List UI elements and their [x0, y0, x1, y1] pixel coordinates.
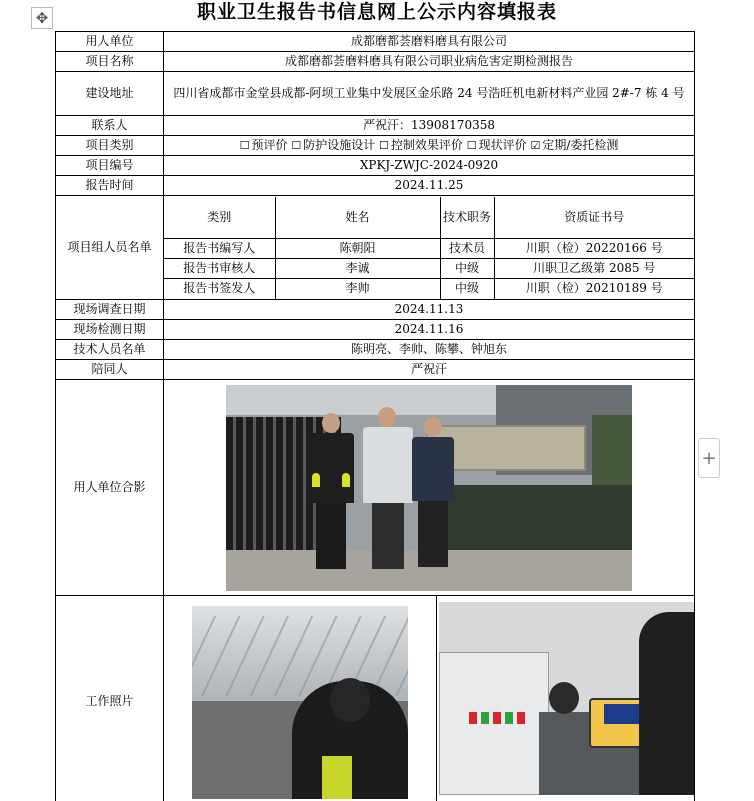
add-column-icon[interactable]: + [698, 438, 720, 478]
value-project-name: 成都磨都荟磨料磨具有限公司职业病危害定期检测报告 [164, 52, 695, 72]
row-team [56, 196, 695, 300]
member-role: 报告书审核人 [164, 259, 275, 279]
row-employer [56, 32, 695, 52]
row-address [56, 72, 695, 116]
checkbox-control-effect[interactable]: ☐ 控制效果评价 [379, 138, 463, 152]
label-address: 建设地址 [56, 72, 164, 116]
team-header-role: 类别 [164, 197, 275, 239]
label-project-no: 项目编号 [56, 156, 164, 176]
value-address: 四川省成都市金堂县成都-阿坝工业集中发展区金乐路 24 号浩旺机电新材料产业园 2#-7 栋 4 号 [164, 72, 695, 116]
label-group-photo: 用人单位合影 [56, 380, 164, 596]
work-photo-measurement [439, 602, 694, 795]
table-row [164, 259, 694, 279]
checkbox-status-evaluation[interactable]: ☐ 现状评价 [466, 138, 527, 152]
work-photo-cell-2 [436, 596, 694, 801]
team-header-name: 姓名 [275, 197, 440, 239]
label-survey-date: 现场调查日期 [56, 300, 164, 320]
checkbox-protective-design[interactable]: ☐ 防护设施设计 [291, 138, 376, 152]
row-technicians [56, 340, 695, 360]
value-escort: 严祝汗 [164, 360, 695, 380]
checkbox-periodic-testing[interactable]: ☑ 定期/委托检测 [530, 138, 619, 152]
member-name: 李诚 [275, 259, 440, 279]
member-cert: 川职卫乙级第 2085 号 [494, 259, 694, 279]
member-name: 李帅 [275, 279, 440, 299]
group-photo-cell [164, 380, 695, 596]
value-contact: 严祝汗：13908170358 [164, 116, 695, 136]
label-employer: 用人单位 [56, 32, 164, 52]
value-project-no: XPKJ-ZWJC-2024-0920 [164, 156, 695, 176]
value-project-type [164, 136, 695, 156]
page-title: 职业卫生报告书信息网上公示内容填报表 [196, 1, 557, 23]
team-table [164, 197, 694, 299]
row-report-time [56, 176, 695, 196]
member-cert: 川职（检）20210189 号 [525, 281, 663, 296]
member-title: 中级 [440, 259, 494, 279]
label-project-type: 项目类别 [56, 136, 164, 156]
team-header-cert: 资质证书号 [494, 197, 694, 239]
value-survey-date: 2024.11.13 [164, 300, 695, 320]
row-project-no [56, 156, 695, 176]
work-photos-cell [164, 596, 695, 801]
disclosure-form-table [55, 31, 695, 801]
row-contact [56, 116, 695, 136]
member-title: 中级 [440, 279, 494, 299]
label-project-name: 项目名称 [56, 52, 164, 72]
team-header-title: 技术职务 [440, 197, 494, 239]
work-photo-cell-1 [164, 596, 436, 801]
member-cert: 川职（检）20220166 号 [494, 239, 694, 259]
row-escort [56, 360, 695, 380]
label-report-time: 报告时间 [56, 176, 164, 196]
row-test-date [56, 320, 695, 340]
label-contact: 联系人 [56, 116, 164, 136]
team-cell [164, 196, 695, 300]
label-technicians: 技术人员名单 [56, 340, 164, 360]
value-test-date: 2024.11.16 [164, 320, 695, 340]
label-escort: 陪同人 [56, 360, 164, 380]
value-report-time: 2024.11.25 [164, 176, 695, 196]
member-title: 技术员 [440, 239, 494, 259]
label-work-photos: 工作照片 [56, 596, 164, 801]
table-row [164, 239, 694, 259]
value-technicians: 陈明亮、李帅、陈攀、钟旭东 [164, 340, 695, 360]
label-team: 项目组人员名单 [56, 196, 164, 300]
row-project-type [56, 136, 695, 156]
checkbox-pre-evaluation[interactable]: ☐ 预评价 [239, 138, 288, 152]
work-photos-table [164, 596, 694, 801]
row-group-photo [56, 380, 695, 596]
move-table-icon[interactable]: ✥ [31, 7, 53, 29]
row-project-name [56, 52, 695, 72]
team-header-row [164, 197, 694, 239]
label-test-date: 现场检测日期 [56, 320, 164, 340]
row-survey-date [56, 300, 695, 320]
work-photo-workshop [192, 606, 408, 799]
value-employer: 成都磨都荟磨料磨具有限公司 [164, 32, 695, 52]
member-role: 报告书编写人 [164, 239, 275, 259]
table-row [164, 279, 694, 299]
member-role: 报告书签发人 [164, 279, 275, 299]
row-work-photos [56, 596, 695, 801]
group-photo [226, 385, 632, 591]
member-name: 陈朝阳 [275, 239, 440, 259]
